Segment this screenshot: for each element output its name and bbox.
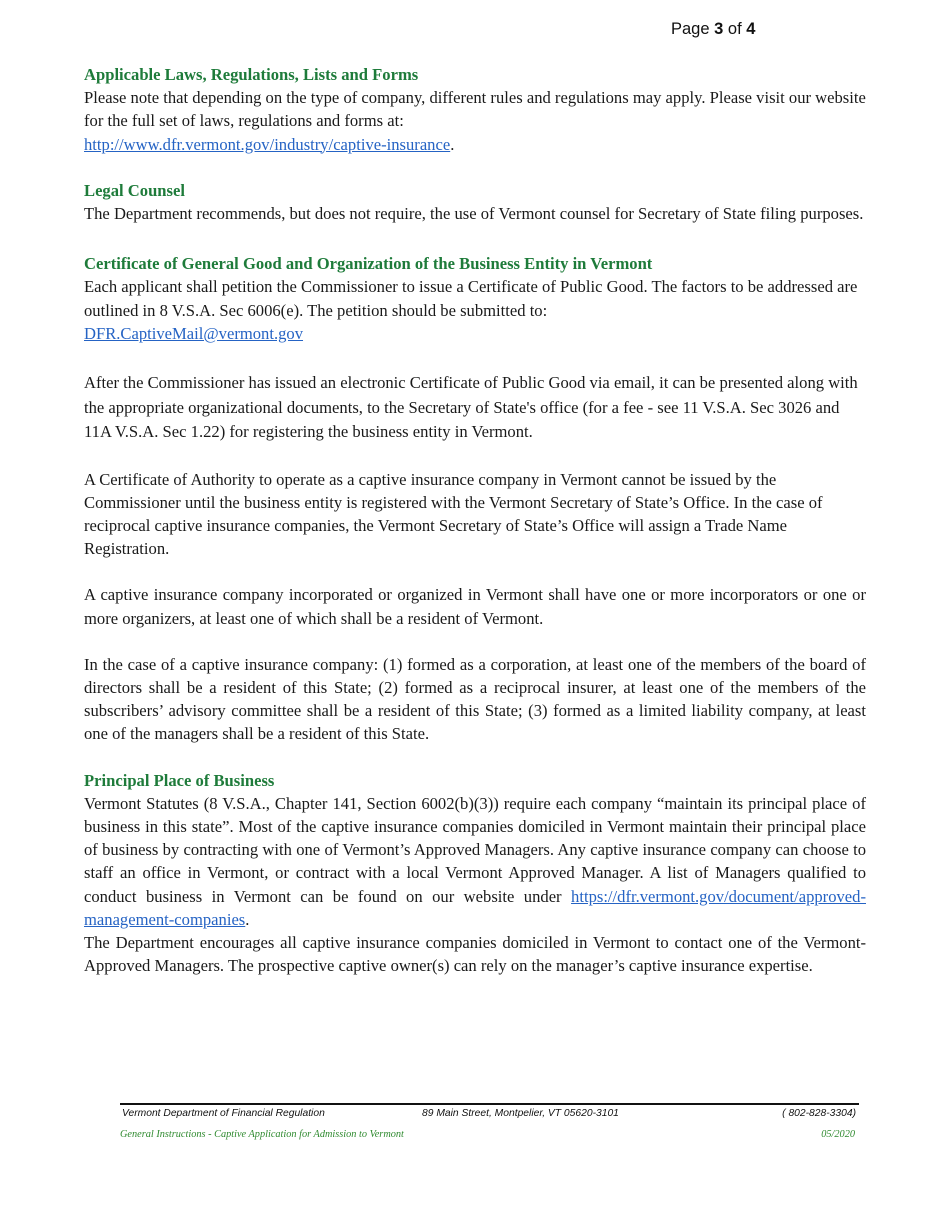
principal-para-2: The Department encourages all captive insurance companies domiciled in Vermont to contact one of the Vermont-Approved Managers. The prospective captive owner(s) can rely on the manager’s captive insurance expertise. [84, 932, 866, 976]
counsel-heading: Legal Counsel [84, 180, 185, 200]
laws-text-body: Please note that depending on the type of company, different rules and regulations may apply. Please visit our website for the full set of laws, regulations and forms at: [84, 88, 866, 131]
laws-heading: Applicable Laws, Regulations, Lists and Forms [84, 65, 419, 84]
principal-heading: Principal Place of Business [84, 770, 275, 790]
footer-address: 89 Main Street, Montpelier, VT 05620-3101 [422, 1108, 619, 1119]
certificate-para-4: A captive insurance company incorporated or organized in Vermont shall have one or more incorporators or one or more organizers, at least one of which shall be a resident of Vermont. [84, 585, 866, 628]
footer-date: 05/2020 [821, 1129, 855, 1140]
page-footer [120, 1103, 859, 1145]
page-number [671, 20, 755, 39]
captive-mail-link[interactable]: DFR.CaptiveMail@vermont.gov [84, 323, 304, 343]
document-body [84, 63, 866, 977]
principal-text-body: Vermont Statutes (8 V.S.A., Chapter 141, Section 6002(b)(3)) require each company “maintain its principal place of business in this state”. Most of the captive insurance companies domiciled in Vermont maintain their principal place of business by contracting with one of Vermont’s Approved Managers. Any captive insurance company can choose to staff an office in Vermont, or contract with a local Vermont Approved Manager. A list of Managers qualified to conduct business in Vermont can be found on our website under [84, 793, 866, 906]
principal-text [84, 792, 866, 931]
certificate-heading: Certificate of General Good and Organization of the Business Entity in Vermont [84, 254, 653, 274]
certificate-text [84, 275, 866, 345]
certificate-para-3: A Certificate of Authority to operate as a captive insurance company in Vermont cannot be issued by the Commissioner until the business entity is registered with the Vermont Secretary of State’s Office. In the case of reciprocal captive insurance companies, the Vermont Secretary of State’s Office will assign a Trade Name Registration. [84, 469, 823, 559]
captive-insurance-link[interactable]: http://www.dfr.vermont.gov/industry/captive-insurance [84, 134, 451, 154]
footer-doc-title: General Instructions - Captive Application for Admission to Vermont [120, 1129, 404, 1140]
laws-text [84, 86, 866, 156]
footer-department: Vermont Department of Financial Regulation [122, 1108, 325, 1119]
page-label: Page [671, 20, 710, 38]
certificate-para-5: In the case of a captive insurance company: (1) formed as a corporation, at least one of the members of the board of directors shall be a resident of this State; (2) formed as a reciprocal insurer, at least one of the members of the subscribers’ advisory committee shall be a resident of this State; (3) formed as a limited liability company, at least one of the managers shall be a resident of this State. [84, 654, 866, 744]
page-current: 3 [714, 20, 724, 38]
principal-link-period: . [245, 909, 250, 929]
laws-link-period: . [450, 134, 455, 154]
counsel-text: The Department recommends, but does not require, the use of Vermont counsel for Secretary of State filing purposes. [84, 204, 864, 224]
certificate-text-body: Each applicant shall petition the Commissioner to issue a Certificate of Public Good. The factors to be addressed are outlined in 8 V.S.A. Sec 6006(e). The petition should be submitted to: [84, 277, 858, 320]
certificate-para-2: After the Commissioner has issued an electronic Certificate of Public Good via email, it can be presented along with the appropriate organizational documents, to the Secretary of State's office (for a fee - see 11 V.S.A. Sec 3026 and 11A V.S.A. Sec 1.22) for registering the business entity in Vermont. [84, 373, 858, 442]
page-total: 4 [746, 20, 756, 38]
footer-phone: ( 802-828-3304) [782, 1108, 856, 1119]
page-of: of [727, 20, 742, 38]
approved-managers-link[interactable]: https://dfr.vermont.gov/document/approved-management-companies [84, 886, 866, 929]
